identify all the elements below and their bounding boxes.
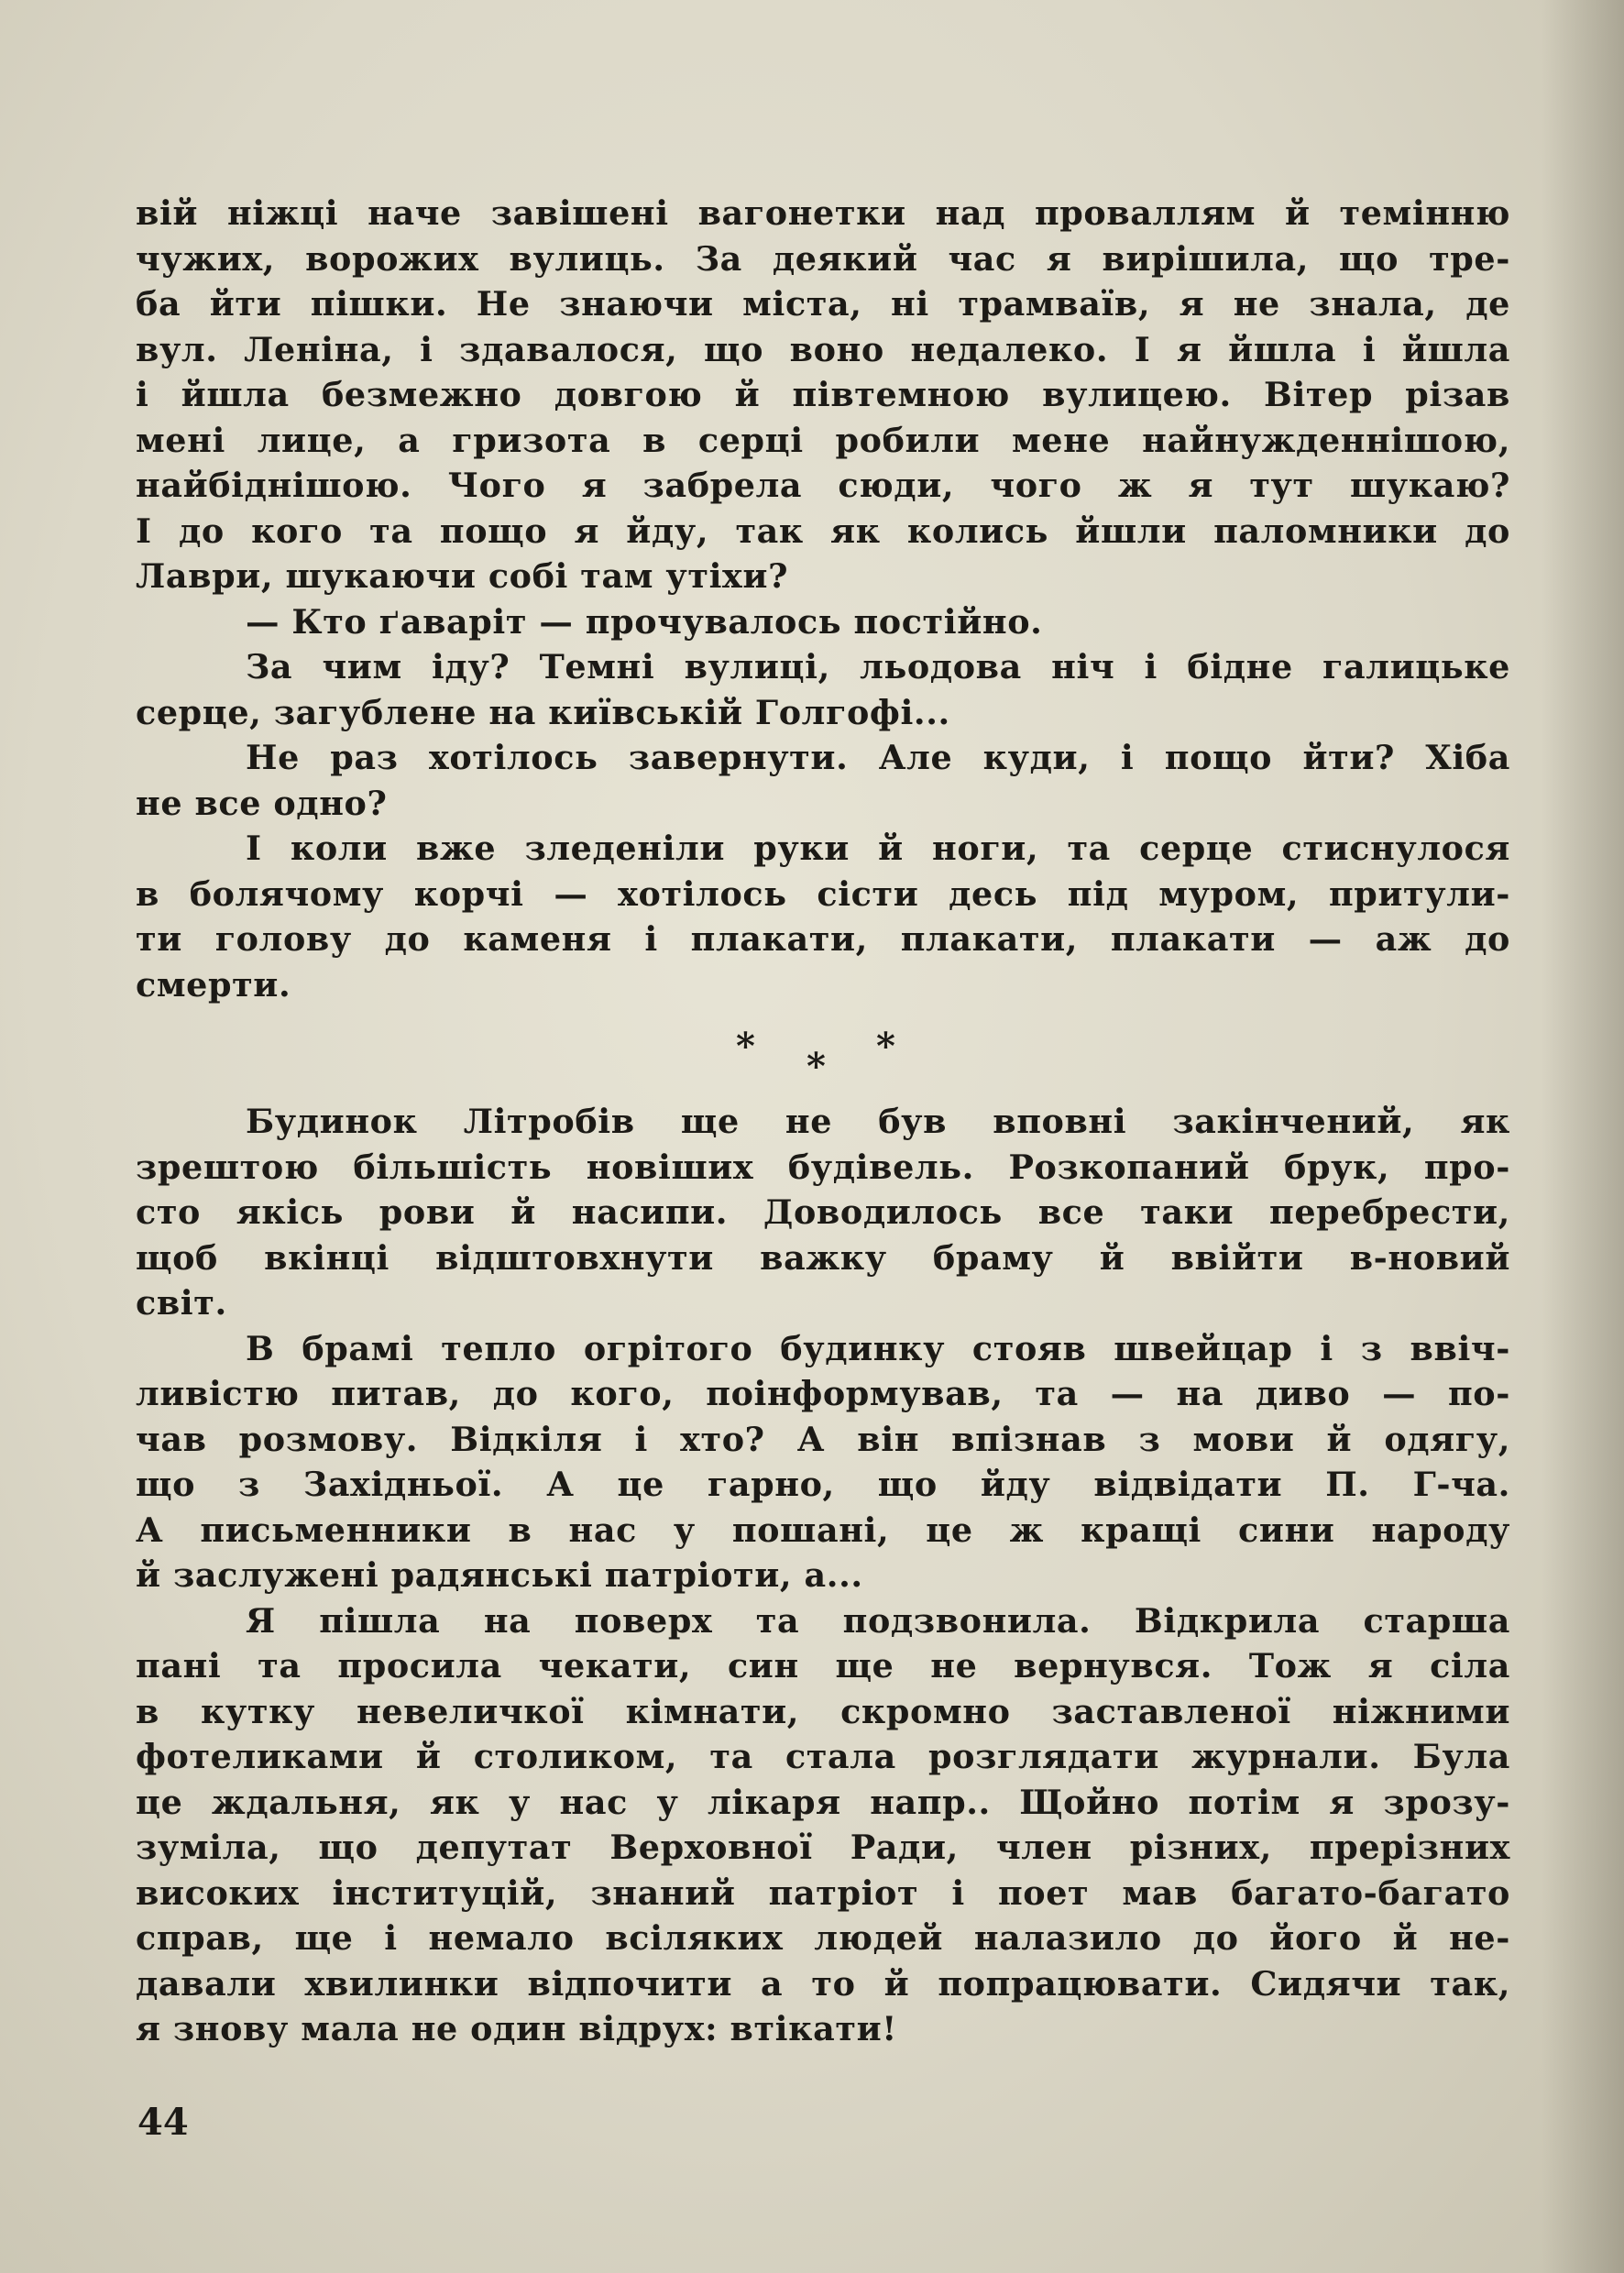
text-line: А письменники в нас у пошані, це ж кращі сини народу xyxy=(136,1510,1510,1550)
text-line: в кутку невеличкої кімнати, скромно заставленої ніжними xyxy=(136,1691,1510,1731)
text-line: це ждальня, як у нас у лікаря напр.. Щойно потім я зрозу- xyxy=(136,1782,1510,1822)
text-line: В брамі тепло огрітого будинку стояв швейцар і з ввіч- xyxy=(246,1328,1510,1368)
body-text xyxy=(136,191,1510,2052)
text-line: зуміла, що депутат Верховної Ради, член різних, прерізних xyxy=(136,1828,1510,1867)
text-line: ти голову до каменя і плакати, плакати, плакати — аж до xyxy=(136,919,1510,959)
separator-asterisk: * xyxy=(807,1045,827,1088)
text-line: сто якісь рови й насипи. Доводилось все таки перебрести, xyxy=(136,1192,1510,1232)
text-line: Лаври, шукаючи собі там утіхи? xyxy=(136,556,789,596)
page-number: 44 xyxy=(137,2101,189,2144)
text-line: Будинок Літробів ще не був вповні закінчений, як xyxy=(246,1102,1510,1141)
separator-asterisk: * xyxy=(736,1025,756,1068)
page-edge-shadow xyxy=(1542,0,1624,2273)
text-line: чав розмову. Відкіля і хто? А він впізнав з мови й одягу, xyxy=(136,1419,1510,1459)
text-line: справ, ще і немало всіляких людей налазило до його й не- xyxy=(136,1918,1510,1958)
text-line: мені лице, а гризота в серці робили мене найнужденнішою, xyxy=(136,420,1510,460)
text-line: смерти. xyxy=(136,964,291,1005)
separator-asterisk: * xyxy=(876,1025,896,1068)
text-line: ба йти пішки. Не знаючи міста, ні трамваїв, я не знала, де xyxy=(136,284,1510,324)
text-line: і йшла безмежно довгою й півтемною вулицею. Вітер різав xyxy=(136,375,1510,414)
text-line: ливістю питав, до кого, поінформував, та — на диво — по- xyxy=(136,1374,1510,1413)
text-line: я знову мала не один відрух: втікати! xyxy=(136,2009,897,2048)
text-line: світ. xyxy=(136,1283,227,1323)
text-line: І коли вже зледеніли руки й ноги, та серце стиснулося xyxy=(246,829,1510,868)
text-line: Не раз хотілось завернути. Але куди, і пощо йти? Хіба xyxy=(246,738,1510,777)
text-line: чужих, ворожих вулиць. За деякий час я вирішила, що тре- xyxy=(136,238,1510,279)
text-line: високих інституцій, знаний патріот і поет мав багато-багато xyxy=(136,1872,1510,1913)
text-line: вул. Леніна, і здавалося, що воно недалеко. І я йшла і йшла xyxy=(136,329,1510,369)
text-line: серце, загублене на київській Голгофі... xyxy=(136,692,950,732)
dialogue-line: — Кто ґаваріт — прочувалось постійно. xyxy=(246,601,1043,642)
text-line: Я пішла на поверх та подзвонила. Відкрила старша xyxy=(246,1600,1510,1641)
text-line: що з Західньої. А це гарно, що йду відвідати П. Г-ча. xyxy=(136,1465,1510,1504)
text-line: давали хвилинки відпочити а то й попрацювати. Сидячи так, xyxy=(136,1963,1510,2004)
text-line: й заслужені радянські патріоти, а... xyxy=(136,1555,863,1595)
text-line: пані та просила чекати, син ще не вернувся. Тож я сіла xyxy=(136,1646,1510,1686)
section-separator xyxy=(136,1007,1510,1099)
text-line: зрештою більшість новіших будівель. Розкопаний брук, про- xyxy=(136,1147,1510,1187)
text-line: За чим іду? Темні вулиці, льодова ніч і бідне галицьке xyxy=(246,647,1510,686)
text-line: не все одно? xyxy=(136,783,388,823)
text-line: щоб вкінці відштовхнути важку браму й ввійти в-новий xyxy=(136,1237,1510,1278)
text-line: І до кого та пощо я йду, так як колись йшли паломники до xyxy=(136,511,1510,551)
text-line: фотеликами й столиком, та стала розглядати журнали. Була xyxy=(136,1737,1510,1776)
text-line: вій ніжці наче завішені вагонетки над проваллям й темінню xyxy=(136,193,1510,233)
text-line: в болячому корчі — хотілось сісти десь під муром, притули- xyxy=(136,873,1510,914)
text-line: найбіднішою. Чого я забрела сюди, чого ж я тут шукаю? xyxy=(136,466,1510,505)
